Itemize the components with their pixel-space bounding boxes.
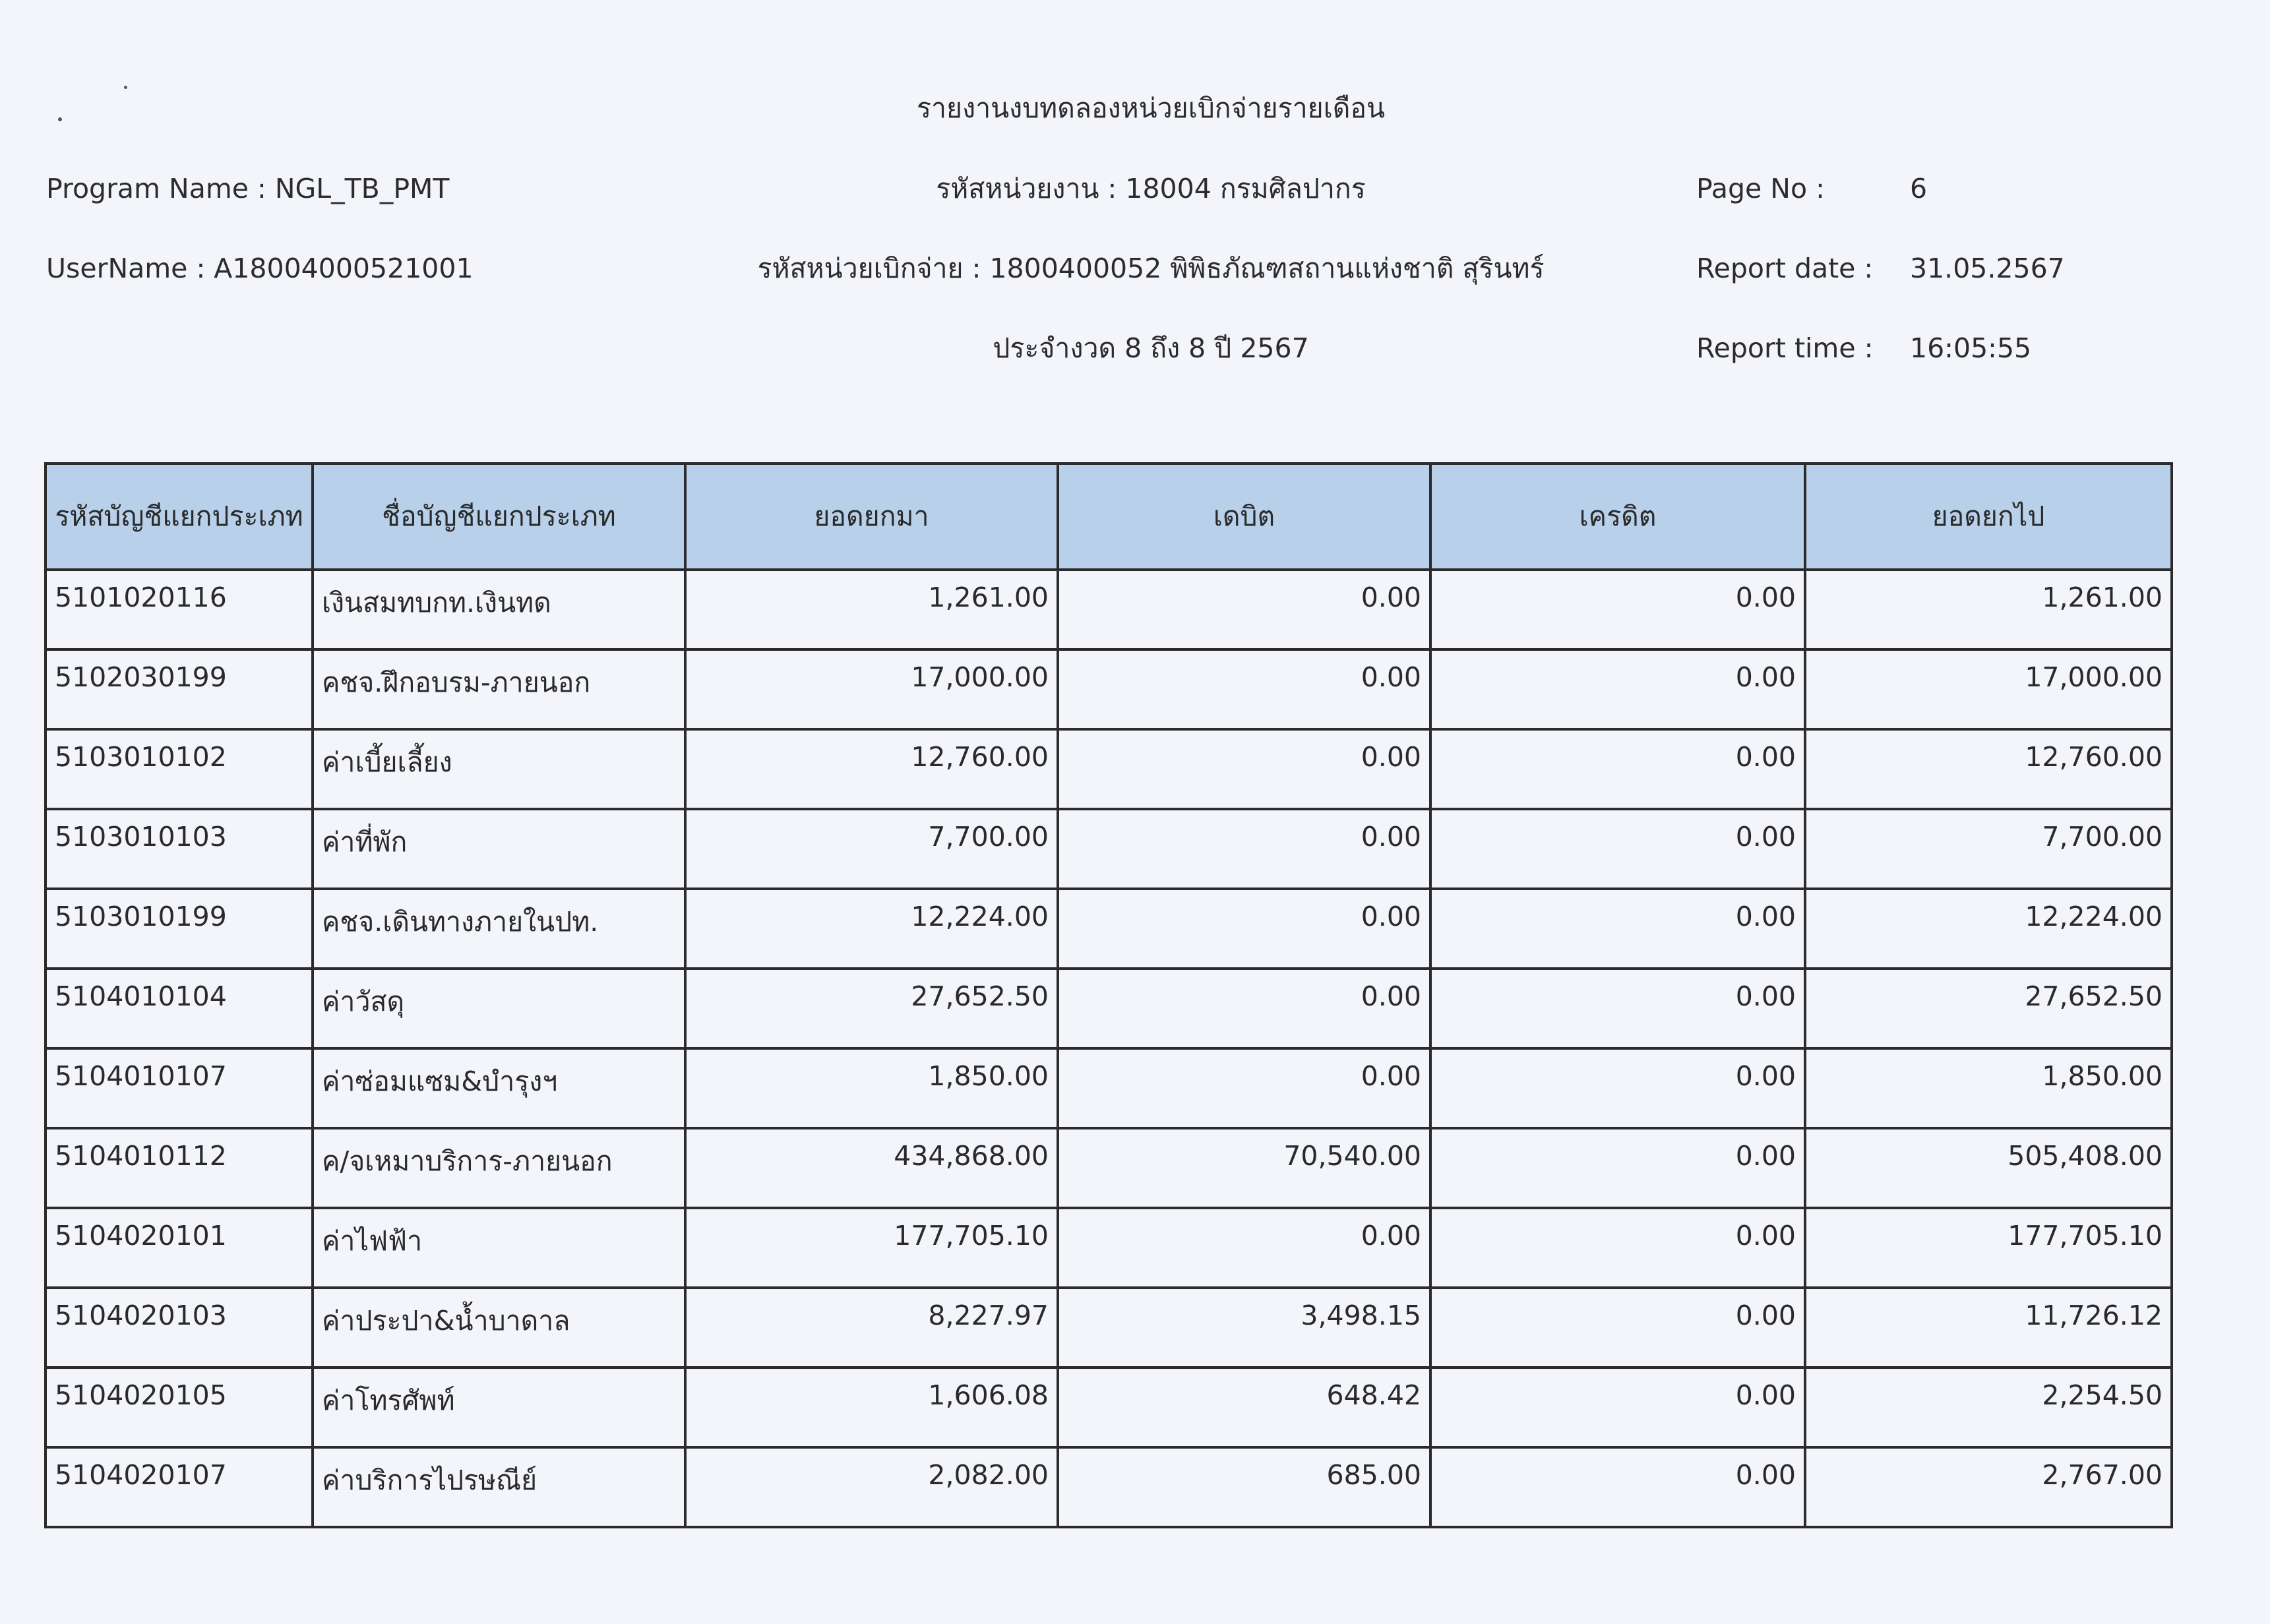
account-name-cell: ค่าวัสดุ xyxy=(313,969,685,1048)
program-name: Program Name : NGL_TB_PMT xyxy=(46,173,450,204)
table-row xyxy=(46,1208,2172,1288)
account-code-cell: 5104020105 xyxy=(46,1368,313,1447)
col-header-opening-balance: ยอดยกมา xyxy=(685,464,1058,570)
opening-balance-cell: 1,850.00 xyxy=(685,1048,1058,1128)
closing-balance-cell: 17,000.00 xyxy=(1805,649,2172,729)
closing-balance-cell: 177,705.10 xyxy=(1805,1208,2172,1288)
account-code-cell: 5104020101 xyxy=(46,1208,313,1288)
closing-balance-cell: 27,652.50 xyxy=(1805,969,2172,1048)
account-code-cell: 5102030199 xyxy=(46,649,313,729)
report-time-label: Report time : xyxy=(1696,332,1874,364)
col-header-account-name: ชื่อบัญชีแยกประเภท xyxy=(313,464,685,570)
col-header-debit: เดบิต xyxy=(1058,464,1430,570)
account-name-cell: ค่าไฟฟ้า xyxy=(313,1208,685,1288)
account-name-cell: ค/จเหมาบริการ-ภายนอก xyxy=(313,1128,685,1208)
opening-balance-cell: 2,082.00 xyxy=(685,1447,1058,1527)
account-name-cell: เงินสมทบกท.เงินทด xyxy=(313,570,685,649)
credit-cell: 0.00 xyxy=(1430,1048,1805,1128)
opening-balance-cell: 1,606.08 xyxy=(685,1368,1058,1447)
account-name-cell: คชจ.ฝึกอบรม-ภายนอก xyxy=(313,649,685,729)
credit-cell: 0.00 xyxy=(1430,969,1805,1048)
opening-balance-cell: 1,261.00 xyxy=(685,570,1058,649)
opening-balance-cell: 12,224.00 xyxy=(685,889,1058,969)
closing-balance-cell: 2,254.50 xyxy=(1805,1368,2172,1447)
disbursing-unit: รหัสหน่วยเบิกจ่าย : 1800400052 พิพิธภัณฑสถานแห่งชาติ สุรินทร์ xyxy=(757,253,1545,284)
account-code-cell: 5103010102 xyxy=(46,729,313,809)
debit-cell: 0.00 xyxy=(1058,729,1430,809)
account-code-cell: 5103010103 xyxy=(46,809,313,889)
username: UserName : A18004000521001 xyxy=(46,253,474,284)
closing-balance-cell: 11,726.12 xyxy=(1805,1288,2172,1368)
account-code-cell: 5104020107 xyxy=(46,1447,313,1527)
col-header-credit: เครดิต xyxy=(1430,464,1805,570)
table-row xyxy=(46,729,2172,809)
report-time-value: 16:05:55 xyxy=(1910,332,2032,364)
account-name-cell: ค่าโทรศัพท์ xyxy=(313,1368,685,1447)
closing-balance-cell: 505,408.00 xyxy=(1805,1128,2172,1208)
report-date-label: Report date : xyxy=(1696,253,1874,284)
agency-code: รหัสหน่วยงาน : 18004 กรมศิลปากร xyxy=(936,173,1366,204)
table-row xyxy=(46,1368,2172,1447)
table-row xyxy=(46,1288,2172,1368)
scan-speck xyxy=(124,86,127,89)
report-title: รายงานงบทดลองหน่วยเบิกจ่ายรายเดือน xyxy=(917,92,1385,124)
account-code-cell: 5104010112 xyxy=(46,1128,313,1208)
opening-balance-cell: 434,868.00 xyxy=(685,1128,1058,1208)
table-row xyxy=(46,1447,2172,1527)
table-row xyxy=(46,570,2172,649)
debit-cell: 0.00 xyxy=(1058,1048,1430,1128)
debit-cell: 685.00 xyxy=(1058,1447,1430,1527)
account-code-cell: 5104010104 xyxy=(46,969,313,1048)
table-row xyxy=(46,889,2172,969)
opening-balance-cell: 7,700.00 xyxy=(685,809,1058,889)
debit-cell: 0.00 xyxy=(1058,570,1430,649)
col-header-account-code: รหัสบัญชีแยกประเภท xyxy=(46,464,313,570)
closing-balance-cell: 2,767.00 xyxy=(1805,1447,2172,1527)
opening-balance-cell: 8,227.97 xyxy=(685,1288,1058,1368)
credit-cell: 0.00 xyxy=(1430,1208,1805,1288)
debit-cell: 0.00 xyxy=(1058,809,1430,889)
table-row xyxy=(46,649,2172,729)
account-code-cell: 5103010199 xyxy=(46,889,313,969)
credit-cell: 0.00 xyxy=(1430,729,1805,809)
page-no-label: Page No : xyxy=(1696,173,1825,204)
debit-cell: 0.00 xyxy=(1058,889,1430,969)
table-header-row xyxy=(46,464,2172,570)
col-header-closing-balance: ยอดยกไป xyxy=(1805,464,2172,570)
trial-balance-table xyxy=(44,462,2173,1528)
closing-balance-cell: 12,224.00 xyxy=(1805,889,2172,969)
account-name-cell: ค่าประปา&น้ำบาดาล xyxy=(313,1288,685,1368)
closing-balance-cell: 7,700.00 xyxy=(1805,809,2172,889)
scan-speck xyxy=(58,117,62,121)
account-name-cell: ค่าเบี้ยเลี้ยง xyxy=(313,729,685,809)
page-no-value: 6 xyxy=(1910,173,1928,204)
credit-cell: 0.00 xyxy=(1430,1288,1805,1368)
credit-cell: 0.00 xyxy=(1430,889,1805,969)
debit-cell: 648.42 xyxy=(1058,1368,1430,1447)
credit-cell: 0.00 xyxy=(1430,1447,1805,1527)
credit-cell: 0.00 xyxy=(1430,1368,1805,1447)
table-row xyxy=(46,809,2172,889)
credit-cell: 0.00 xyxy=(1430,809,1805,889)
report-date-value: 31.05.2567 xyxy=(1910,253,2065,284)
opening-balance-cell: 177,705.10 xyxy=(685,1208,1058,1288)
closing-balance-cell: 1,850.00 xyxy=(1805,1048,2172,1128)
debit-cell: 3,498.15 xyxy=(1058,1288,1430,1368)
table-row xyxy=(46,969,2172,1048)
opening-balance-cell: 27,652.50 xyxy=(685,969,1058,1048)
debit-cell: 0.00 xyxy=(1058,649,1430,729)
table-row xyxy=(46,1048,2172,1128)
account-name-cell: ค่าบริการไปรษณีย์ xyxy=(313,1447,685,1527)
table-row xyxy=(46,1128,2172,1208)
debit-cell: 70,540.00 xyxy=(1058,1128,1430,1208)
closing-balance-cell: 12,760.00 xyxy=(1805,729,2172,809)
account-name-cell: ค่าที่พัก xyxy=(313,809,685,889)
account-name-cell: คชจ.เดินทางภายในปท. xyxy=(313,889,685,969)
credit-cell: 0.00 xyxy=(1430,570,1805,649)
account-code-cell: 5104010107 xyxy=(46,1048,313,1128)
debit-cell: 0.00 xyxy=(1058,1208,1430,1288)
credit-cell: 0.00 xyxy=(1430,649,1805,729)
credit-cell: 0.00 xyxy=(1430,1128,1805,1208)
account-code-cell: 5104020103 xyxy=(46,1288,313,1368)
debit-cell: 0.00 xyxy=(1058,969,1430,1048)
opening-balance-cell: 17,000.00 xyxy=(685,649,1058,729)
account-code-cell: 5101020116 xyxy=(46,570,313,649)
account-name-cell: ค่าซ่อมแซม&บำรุงฯ xyxy=(313,1048,685,1128)
opening-balance-cell: 12,760.00 xyxy=(685,729,1058,809)
closing-balance-cell: 1,261.00 xyxy=(1805,570,2172,649)
report-period: ประจำงวด 8 ถึง 8 ปี 2567 xyxy=(993,332,1309,364)
